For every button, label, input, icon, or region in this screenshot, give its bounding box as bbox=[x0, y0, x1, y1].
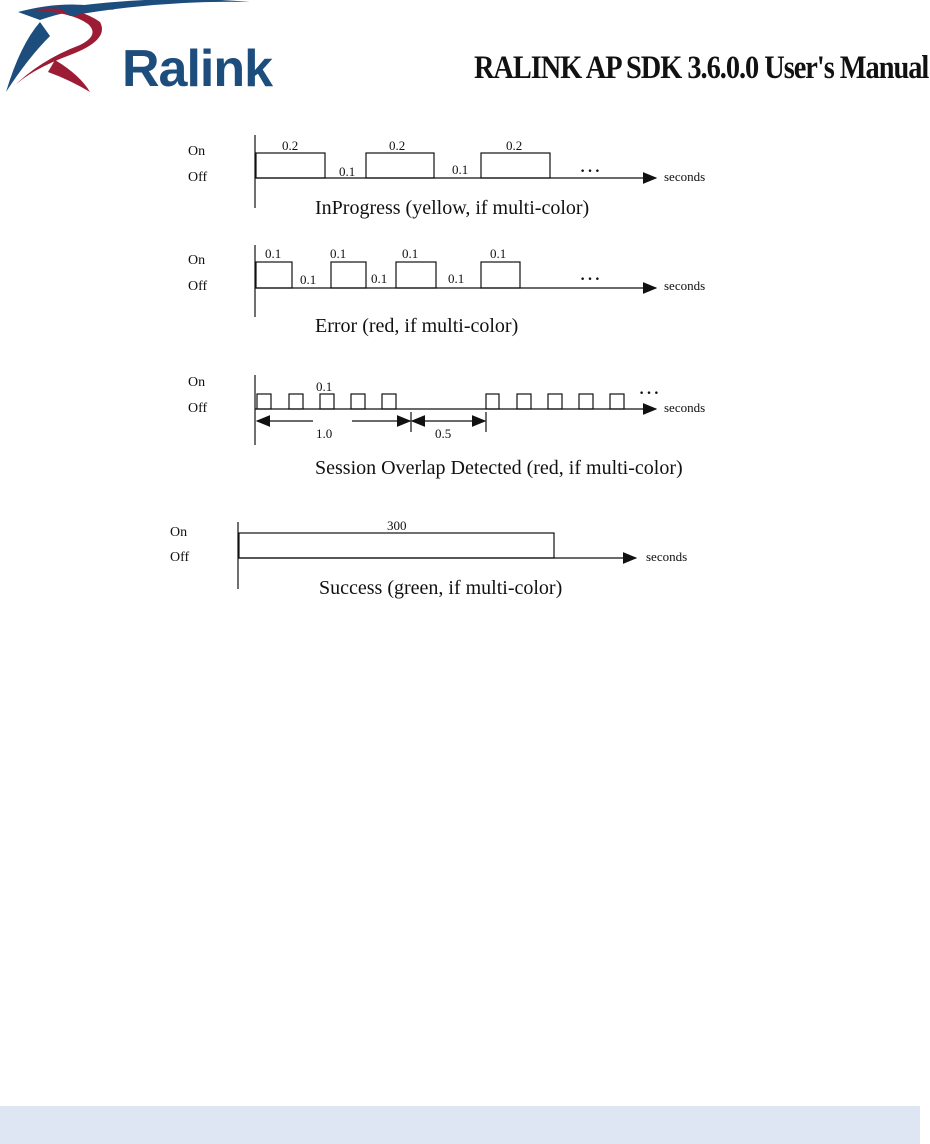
error-on-duration: 0.1 bbox=[490, 246, 507, 261]
overlap-pulse bbox=[517, 394, 531, 409]
error-caption: Error (red, if multi-color) bbox=[315, 315, 519, 337]
footer-bar bbox=[0, 1106, 920, 1144]
overlap-on-label: On bbox=[188, 375, 206, 390]
inprogress-off-duration: 0.1 bbox=[452, 162, 469, 177]
overlap-pulse-duration: 0.1 bbox=[316, 379, 333, 394]
success-on-duration: 300 bbox=[387, 518, 407, 533]
error-on-duration: 0.1 bbox=[265, 246, 282, 261]
error-pulse bbox=[331, 262, 366, 288]
error-pulse bbox=[256, 262, 292, 288]
success-on-label: On bbox=[170, 525, 188, 540]
success-seconds-label: seconds bbox=[646, 549, 688, 564]
overlap-span-on: 1.0 bbox=[316, 426, 333, 441]
inprogress-off-label: Off bbox=[188, 170, 208, 185]
error-pulse bbox=[481, 262, 520, 288]
error-seconds-label: seconds bbox=[664, 278, 706, 293]
inprogress-on-duration: 0.2 bbox=[506, 138, 523, 153]
error-off-duration: 0.1 bbox=[448, 271, 465, 286]
inprogress-pulse bbox=[481, 153, 550, 178]
overlap-pulse bbox=[289, 394, 303, 409]
document-title: RALINK AP SDK 3.6.0.0 User's Manual bbox=[473, 50, 928, 86]
inprogress-pulse bbox=[366, 153, 434, 178]
success-pulse bbox=[239, 533, 554, 558]
overlap-pulse bbox=[548, 394, 562, 409]
success-off-label: Off bbox=[170, 550, 190, 565]
error-on-duration: 0.1 bbox=[402, 246, 419, 261]
error-off-duration: 0.1 bbox=[300, 272, 317, 287]
error-on-duration: 0.1 bbox=[330, 246, 347, 261]
error-off-label: Off bbox=[188, 279, 208, 294]
inprogress-on-duration: 0.2 bbox=[389, 138, 406, 153]
inprogress-on-duration: 0.2 bbox=[282, 138, 299, 153]
inprogress-seconds-label: seconds bbox=[664, 169, 706, 184]
error-on-label: On bbox=[188, 253, 206, 268]
overlap-off-label: Off bbox=[188, 401, 208, 416]
inprogress-caption: InProgress (yellow, if multi-color) bbox=[315, 197, 590, 219]
overlap-caption: Session Overlap Detected (red, if multi-color) bbox=[315, 457, 683, 479]
overlap-pulse bbox=[320, 394, 334, 409]
overlap-pulse bbox=[257, 394, 271, 409]
error-ellipsis: … bbox=[579, 260, 601, 285]
inprogress-pulse bbox=[256, 153, 325, 178]
inprogress-on-label: On bbox=[188, 144, 206, 159]
overlap-pulse bbox=[382, 394, 396, 409]
error-pulse bbox=[396, 262, 436, 288]
success-caption: Success (green, if multi-color) bbox=[319, 577, 563, 599]
inprogress-off-duration: 0.1 bbox=[339, 164, 356, 179]
overlap-pulse bbox=[351, 394, 365, 409]
overlap-pulse bbox=[579, 394, 593, 409]
overlap-span-off: 0.5 bbox=[435, 426, 452, 441]
overlap-pulse bbox=[486, 394, 499, 409]
overlap-ellipsis: … bbox=[638, 374, 660, 399]
overlap-seconds-label: seconds bbox=[664, 400, 706, 415]
brand-name: Ralink bbox=[122, 40, 273, 98]
overlap-pulse bbox=[610, 394, 624, 409]
error-off-duration: 0.1 bbox=[371, 271, 388, 286]
inprogress-ellipsis: … bbox=[579, 152, 601, 177]
